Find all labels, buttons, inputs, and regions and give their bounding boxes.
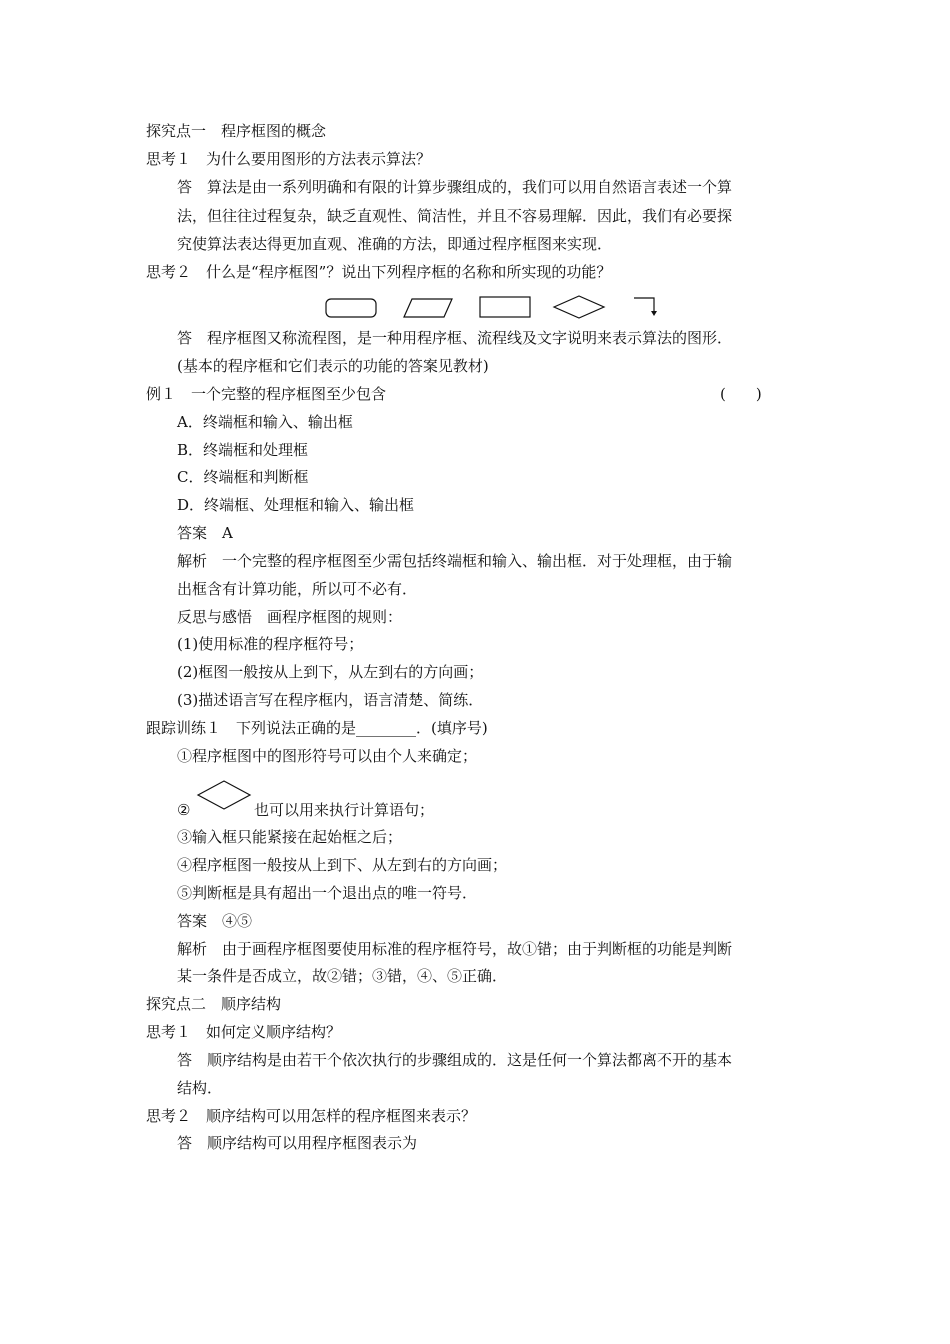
exercise-1-analysis-line-2: 某一条件是否成立，故②错；③错，④、⑤正确． (177, 967, 508, 985)
exercise-1-item-2-text: 也可以用来执行计算语句； (254, 801, 435, 819)
exercise-1-item-3: ③输入框只能紧接在起始框之后； (177, 828, 403, 846)
terminal-box-icon (326, 299, 376, 317)
think-2-answer-line-2: (基本的程序框和它们表示的功能的答案见教材) (177, 357, 489, 375)
example-1-question: 例１ 一个完整的程序框图至少包含 (146, 385, 387, 403)
rule-1: (1)使用标准的程序框符号； (177, 635, 364, 653)
flowchart-symbols-figure (324, 294, 674, 320)
rule-2: (2)框图一般按从上到下，从左到右的方向画； (177, 663, 484, 681)
decision-box-icon (554, 296, 604, 318)
exercise-1-answer: 答案 ④⑤ (177, 912, 253, 930)
think-1-question: 思考１ 为什么要用图形的方法表示算法？ (146, 150, 432, 168)
rule-3: (3)描述语言写在程序框内，语言清楚、简练． (177, 691, 484, 709)
exercise-1-item-1: ①程序框图中的图形符号可以由个人来确定； (177, 747, 478, 765)
think-4-question: 思考２ 顺序结构可以用怎样的程序框图来表示？ (146, 1107, 477, 1125)
think-3-question: 思考１ 如何定义顺序结构？ (146, 1023, 342, 1041)
example-1-answer-bracket: ( ) (720, 385, 762, 403)
exercise-1-question: 跟踪训练１ 下列说法正确的是________．(填序号) (146, 719, 488, 737)
section-heading-1: 探究点一 程序框图的概念 (146, 122, 327, 140)
example-1-option-d: D．终端框、处理框和输入、输出框 (177, 496, 415, 514)
input-output-box-icon (404, 299, 452, 317)
think-1-answer-line-2: 法，但往往过程复杂，缺乏直观性、简洁性，并且不容易理解．因此，我们有必要探 (177, 207, 733, 225)
process-box-icon (480, 297, 530, 317)
example-1-analysis-line-2: 出框含有计算功能，所以可不必有． (177, 580, 418, 598)
think-1-answer-line-3: 究使算法表达得更加直观、准确的方法，即通过程序框图来实现． (177, 235, 613, 253)
think-1-answer-line-1: 答 算法是由一系列明确和有限的计算步骤组成的，我们可以用自然语言表述一个算 (177, 178, 733, 196)
example-1-option-c: C．终端框和判断框 (177, 468, 309, 486)
think-2-answer-line-1: 答 程序框图又称流程图，是一种用程序框、流程线及文字说明来表示算法的图形． (177, 329, 733, 347)
exercise-1-item-2-marker: ② (177, 801, 191, 819)
think-2-question: 思考２ 什么是“程序框图”？说出下列程序框的名称和所实现的功能？ (146, 263, 612, 281)
think-4-answer: 答 顺序结构可以用程序框图表示为 (177, 1134, 418, 1152)
flow-line-icon (634, 298, 654, 313)
think-3-answer-line-2: 结构． (177, 1079, 223, 1097)
flow-line-arrowhead-icon (651, 311, 657, 316)
exercise-1-item-5: ⑤判断框是具有超出一个退出点的唯一符号． (177, 884, 478, 902)
example-1-option-a: A．终端框和输入、输出框 (177, 413, 353, 431)
example-1-answer: 答案 A (177, 524, 233, 542)
example-1-option-b: B．终端框和处理框 (177, 441, 309, 459)
think-3-answer-line-1: 答 顺序结构是由若干个依次执行的步骤组成的．这是任何一个算法都离不开的基本 (177, 1051, 733, 1069)
example-1-analysis-line-1: 解析 一个完整的程序框图至少需包括终端框和输入、输出框．对于处理框，由于输 (177, 552, 733, 570)
exercise-1-item-4: ④程序框图一般按从上到下、从左到右的方向画； (177, 856, 508, 874)
section-heading-2: 探究点二 顺序结构 (146, 995, 282, 1013)
decision-box-icon (196, 779, 252, 811)
exercise-1-analysis-line-1: 解析 由于画程序框图要使用标准的程序框符号，故①错；由于判断框的功能是判断 (177, 940, 733, 958)
reflection-heading: 反思与感悟 画程序框图的规则： (177, 608, 403, 626)
